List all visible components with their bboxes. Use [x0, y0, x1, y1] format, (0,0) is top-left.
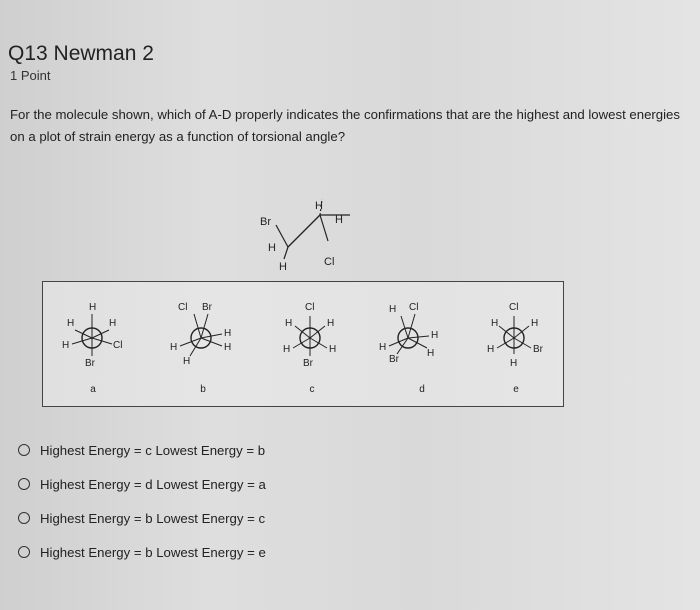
- newman-projection-b: [156, 296, 246, 376]
- newman-projection-c: [265, 296, 355, 376]
- newman-projections-panel: [42, 281, 564, 407]
- svg-text:H: H: [487, 344, 495, 355]
- svg-text:Cl: Cl: [113, 340, 123, 351]
- radio-button[interactable]: [18, 546, 30, 558]
- answer-option-1[interactable]: [18, 433, 266, 467]
- answer-choices: [18, 433, 266, 569]
- projection-label-a: a: [90, 384, 96, 395]
- sawhorse-front-top: H: [315, 200, 323, 212]
- svg-text:H: H: [89, 302, 97, 313]
- svg-text:H: H: [327, 318, 335, 329]
- answer-option-label: Highest Energy = b Lowest Energy = e: [40, 544, 266, 560]
- radio-button[interactable]: [18, 444, 30, 456]
- svg-text:Br: Br: [389, 354, 399, 365]
- svg-text:H: H: [379, 342, 387, 353]
- svg-text:H: H: [431, 330, 439, 341]
- sawhorse-back-right: Cl: [324, 256, 335, 268]
- svg-text:Cl: Cl: [409, 302, 419, 313]
- sawhorse-back-left: H: [268, 242, 276, 254]
- question-title: Q13 Newman 2: [8, 42, 154, 65]
- svg-text:Br: Br: [202, 302, 212, 313]
- svg-text:Br: Br: [85, 358, 95, 369]
- projection-label-d: d: [419, 384, 425, 395]
- projection-label-b: b: [200, 384, 206, 395]
- projection-label-c: c: [309, 384, 315, 395]
- radio-button[interactable]: [18, 512, 30, 524]
- molecule-sawhorse-image: [250, 185, 360, 275]
- svg-text:H: H: [531, 318, 539, 329]
- answer-option-label: Highest Energy = d Lowest Energy = a: [40, 476, 266, 492]
- svg-text:Cl: Cl: [305, 302, 315, 313]
- answer-option-label: Highest Energy = b Lowest Energy = c: [40, 510, 266, 526]
- newman-projection-a: [47, 296, 137, 376]
- svg-text:H: H: [283, 344, 291, 355]
- newman-projection-e: [469, 296, 559, 376]
- sawhorse-back-bottom: H: [279, 261, 287, 273]
- answer-option-3[interactable]: [18, 501, 266, 535]
- svg-text:H: H: [389, 304, 397, 315]
- svg-text:H: H: [427, 348, 435, 359]
- sawhorse-front-right: H: [335, 214, 343, 226]
- newman-projection-d: [363, 296, 453, 376]
- svg-text:Br: Br: [303, 358, 313, 369]
- question-prompt: For the molecule shown, which of A-D properly indicates the confirmations that are the highest and lowest energies on a plot of strain energy as a function of torsional angle?: [10, 107, 680, 144]
- svg-text:Cl: Cl: [178, 302, 188, 313]
- svg-text:Cl: Cl: [509, 302, 519, 313]
- svg-text:H: H: [329, 344, 337, 355]
- answer-option-label: Highest Energy = c Lowest Energy = b: [40, 442, 266, 458]
- svg-text:H: H: [510, 358, 518, 369]
- svg-text:H: H: [224, 342, 232, 353]
- radio-button[interactable]: [18, 478, 30, 490]
- answer-option-2[interactable]: [18, 467, 266, 501]
- svg-text:Br: Br: [533, 344, 543, 355]
- question-points: 1 Point: [10, 68, 51, 83]
- svg-text:H: H: [183, 356, 191, 367]
- svg-text:H: H: [224, 328, 232, 339]
- svg-text:H: H: [67, 318, 75, 329]
- projection-label-e: e: [513, 384, 519, 395]
- sawhorse-front-left: Br: [260, 216, 271, 228]
- svg-text:H: H: [285, 318, 293, 329]
- answer-option-4[interactable]: [18, 535, 266, 569]
- sawhorse-drawing: [250, 185, 360, 275]
- svg-text:H: H: [62, 340, 70, 351]
- svg-text:H: H: [109, 318, 117, 329]
- svg-text:H: H: [491, 318, 499, 329]
- svg-text:H: H: [170, 342, 178, 353]
